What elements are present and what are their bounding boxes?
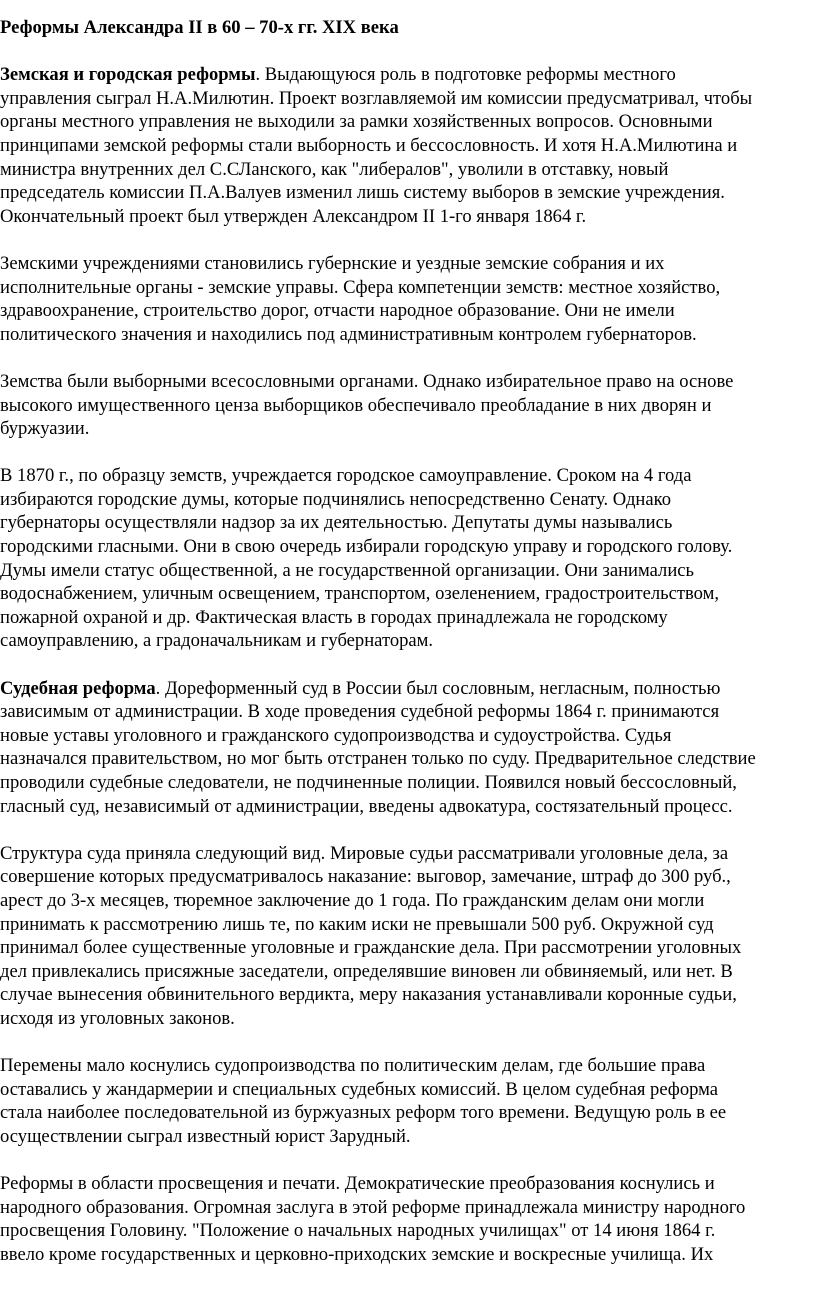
- paragraph-line: проводили судебные следователи, не подчиненные полиции. Появился новый бессословный,: [0, 772, 737, 793]
- paragraph-line: [0, 63, 800, 87]
- paragraph-line: водоснабжением, уличным освещением, транспортом, озеленением, градостроительством,: [0, 583, 720, 605]
- paragraph-line: исходя из уголовных законов.: [0, 1007, 235, 1029]
- paragraph-line: органы местного управления не выходили за рамки хозяйственных вопросов. Основными: [0, 111, 713, 133]
- paragraph-line: просвещения Головину. "Положение о начальных народных училищах" от 14 июня 1864 г.: [0, 1220, 716, 1242]
- paragraph: [0, 1054, 800, 1148]
- paragraph-line: народного образования. Огромная заслуга в этой реформе принадлежала министру народного: [0, 1196, 746, 1218]
- paragraph-line: дел привлекались присяжные заседатели, определявшие виновен ли обвиняемый, или нет. В: [0, 960, 733, 982]
- paragraph-text: . Выдающуюся роль в подготовке реформы местного: [255, 64, 676, 86]
- paragraph-line: буржуазии.: [0, 418, 90, 440]
- paragraph-line: стала наиболее последовательной из буржуазных реформ того времени. Ведущую роль в ее: [0, 1102, 727, 1124]
- paragraph-line: оставались у жандармерии и специальных судебных комиссий. В целом судебная реформа: [0, 1078, 719, 1100]
- document-body: [0, 63, 800, 1266]
- paragraph-line: Окончательный проект был утвержден Александром II 1-го января 1864 г.: [0, 205, 587, 227]
- paragraph-text: . Дореформенный суд в России был сословным, негласным, полностью: [155, 677, 721, 699]
- paragraph-line: исполнительные органы - земские управы. Сфера компетенции земств: местное хозяйство,: [0, 276, 721, 298]
- paragraph-line: Реформы в области просвещения и печати. Демократические преобразования коснулись и: [0, 1173, 715, 1195]
- paragraph-line: [0, 677, 800, 701]
- section-heading: Земская и городская реформы: [0, 64, 256, 86]
- paragraph-line: Думы имели статус общественной, а не государственной организации. Они занимались: [0, 559, 695, 581]
- paragraph-line: Земскими учреждениями становились губернские и уездные земские собрания и их: [0, 252, 665, 274]
- paragraph-line: назначался правительством, но мог быть отстранен только по суду. Предварительное следствие: [0, 748, 756, 770]
- paragraph-line: самоуправлению, а градоначальникам и губернаторам.: [0, 630, 434, 652]
- paragraph-line: гласный суд, независимый от администрации, введены адвокатура, состязательный процесс.: [0, 795, 733, 817]
- paragraph-line: здравоохранение, строительство дорог, отчасти народное образование. Они не имели: [0, 300, 675, 322]
- paragraph: [0, 1172, 800, 1266]
- paragraph-line: принимал более существенные уголовные и гражданские дела. При рассмотрении уголовных: [0, 937, 742, 959]
- paragraph-line: высокого имущественного ценза выборщиков обеспечивало преобладание в них дворян и: [0, 394, 712, 416]
- paragraph-line: Перемены мало коснулись судопроизводства по политическим делам, где большие права: [0, 1055, 706, 1077]
- paragraph-line: губернаторы осуществляли надзор за их деятельностью. Депутаты думы назывались: [0, 512, 673, 534]
- paragraph: [0, 63, 800, 228]
- paragraph-line: избираются городские думы, которые подчинялись непосредственно Сенату. Однако: [0, 488, 672, 510]
- paragraph: [0, 464, 800, 653]
- paragraph-line: совершение которых предусматривалось наказание: выговор, замечание, штраф до 300 руб.,: [0, 866, 731, 888]
- paragraph-line: новые уставы уголовного и гражданского судопроизводства и судоустройства. Судья: [0, 724, 672, 746]
- paragraph: [0, 370, 800, 441]
- paragraph-line: ввело кроме государственных и церковно-приходских земские и воскресные училища. Их: [0, 1243, 714, 1265]
- paragraph: [0, 252, 800, 346]
- paragraph-line: В 1870 г., по образцу земств, учреждается городское самоуправление. Сроком на 4 года: [0, 465, 692, 487]
- paragraph-line: политического значения и находились под административным контролем губернаторов.: [0, 323, 697, 345]
- paragraph-line: пожарной охраной и др. Фактическая власть в городах принадлежала не городскому: [0, 606, 668, 628]
- paragraph-line: принимать к рассмотрению лишь те, по каким иски не превышали 500 руб. Окружной суд: [0, 913, 714, 935]
- document-page: [0, 16, 800, 1290]
- paragraph-line: председатель комиссии П.А.Валуев изменил лишь систему выборов в земские учреждения.: [0, 182, 725, 204]
- paragraph-line: Структура суда приняла следующий вид. Мировые судьи рассматривали уголовные дела, за: [0, 842, 729, 864]
- section-heading: Судебная реформа: [0, 677, 156, 699]
- paragraph-line: Земства были выборными всесословными органами. Однако избирательное право на основе: [0, 370, 734, 392]
- paragraph-line: городскими гласными. Они в свою очередь избирали городскую управу и городского голову.: [0, 536, 733, 558]
- paragraph-line: арест до 3-х месяцев, тюремное заключение до 1 года. По гражданским делам они могли: [0, 889, 705, 911]
- paragraph-line: принципами земской реформы стали выборность и бессословность. И хотя Н.А.Милютина и: [0, 134, 738, 156]
- paragraph: [0, 842, 800, 1031]
- paragraph-line: управления сыграл Н.А.Милютин. Проект возглавляемой им комиссии предусматривал, чтобы: [0, 87, 753, 109]
- document-title: Реформы Александра II в 60 – 70-х гг. XIX века: [0, 17, 399, 38]
- paragraph-line: случае вынесения обвинительного вердикта, меру наказания устанавливали коронные судьи,: [0, 984, 737, 1006]
- paragraph-line: зависимым от администрации. В ходе проведения судебной реформы 1864 г. принимаются: [0, 701, 720, 723]
- paragraph-line: осуществлении сыграл известный юрист Зарудный.: [0, 1125, 411, 1147]
- paragraph-line: министра внутренних дел С.СЛанского, как "либералов", уволили в отставку, новый: [0, 158, 669, 180]
- paragraph: [0, 677, 800, 819]
